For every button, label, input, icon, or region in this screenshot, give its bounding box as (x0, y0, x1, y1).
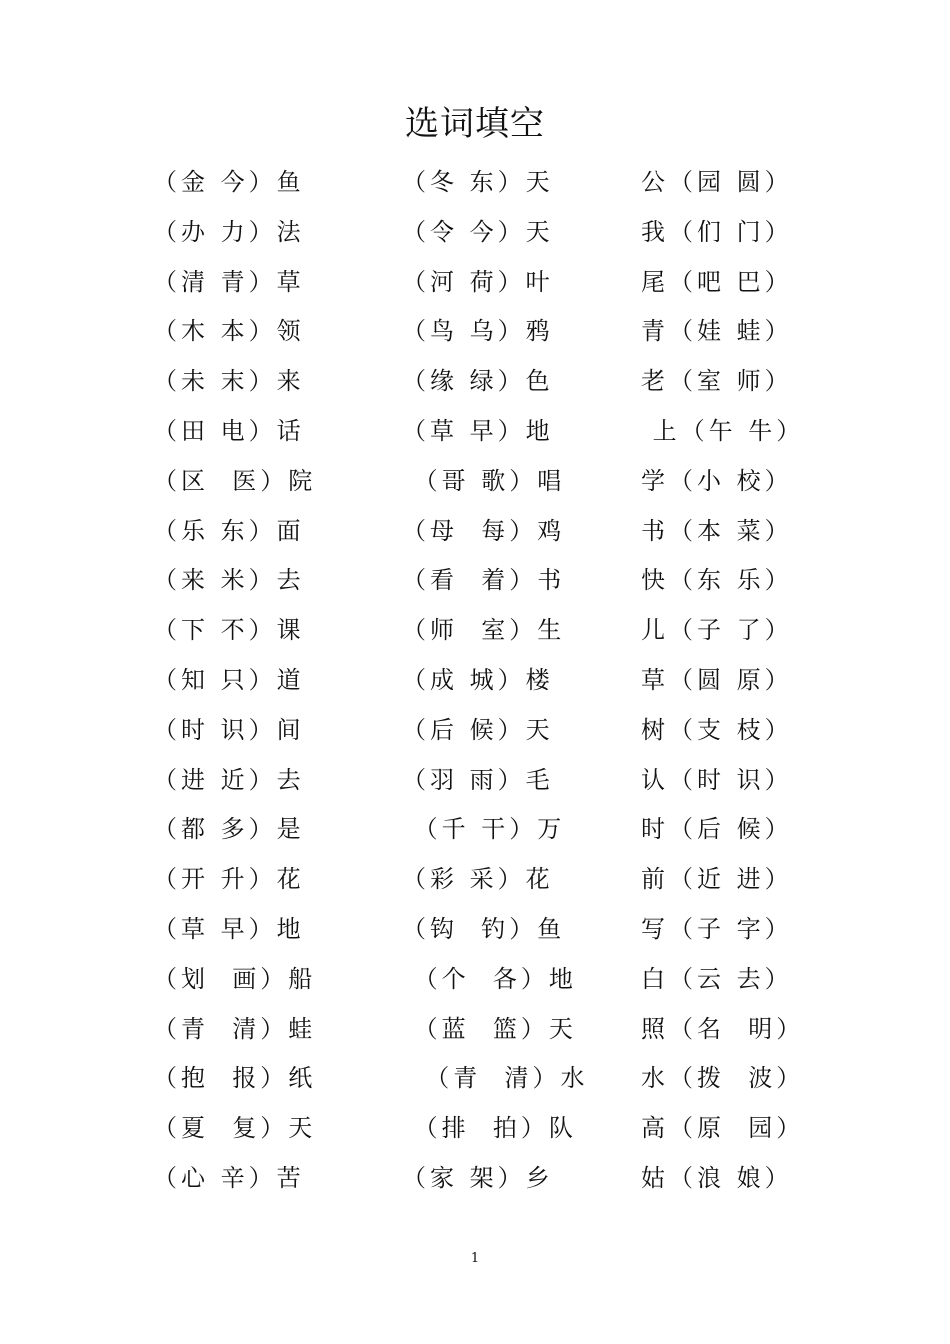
exercise-row (0, 458, 950, 508)
exercise-row (0, 408, 950, 458)
exercise-row (0, 259, 950, 309)
exercise-item: （青 清）水 (402, 1064, 589, 1093)
exercise-item: 前（近 进） (641, 865, 793, 894)
exercise-item: 白（云 去） (641, 964, 793, 993)
exercise-item: （草 早）地 (153, 914, 305, 943)
exercise-item: （看 着）书 (402, 566, 566, 595)
exercise-item: 写（子 字） (641, 914, 793, 943)
exercise-item: （清 青）草 (153, 267, 305, 296)
exercise-row (0, 508, 950, 558)
page-title: 选词填空 (405, 104, 545, 144)
exercise-item: 照（名 明） (641, 1014, 805, 1043)
exercise-row (0, 657, 950, 707)
exercise-row (0, 159, 950, 209)
exercise-item: 水（拨 波） (641, 1064, 805, 1093)
exercise-row (0, 906, 950, 956)
exercise-item: （夏 复）天 (153, 1114, 317, 1143)
exercise-row (0, 707, 950, 757)
exercise-item: （冬 东）天 (402, 168, 554, 196)
exercise-row (0, 607, 950, 657)
exercise-item: （抱 报）纸 (153, 1064, 317, 1093)
exercise-item: （未 末）来 (153, 367, 305, 396)
exercise-item: （木 本）领 (153, 317, 305, 346)
exercise-item: （下 不）课 (153, 616, 305, 645)
exercise-row (0, 1155, 950, 1205)
exercise-item: （缘 绿）色 (402, 367, 554, 396)
exercise-item: （哥 歌）唱 (402, 466, 566, 495)
exercise-item: （时 识）间 (153, 715, 305, 744)
exercise-item: 老（室 师） (641, 367, 793, 396)
exercise-row (0, 557, 950, 607)
exercise-row (0, 1006, 950, 1056)
exercise-row (0, 209, 950, 259)
exercise-item: （母 每）鸡 (402, 516, 566, 545)
exercise-item: （河 荷）叶 (402, 267, 554, 296)
exercise-item: （鸟 乌）鸦 (402, 317, 554, 346)
exercise-item: 公（园 圆） (641, 168, 793, 196)
exercise-item: 上（午 牛） (641, 416, 805, 445)
exercise-item: （家 架）乡 (402, 1163, 554, 1192)
exercise-row (0, 1105, 950, 1155)
exercise-item: （个 各）地 (402, 964, 577, 993)
exercise-item: 认（时 识） (641, 765, 793, 794)
exercise-row (0, 757, 950, 807)
exercise-item: 快（东 乐） (641, 566, 793, 595)
exercise-item: 姑（浪 娘） (641, 1163, 793, 1192)
exercise-item: （划 画）船 (153, 964, 317, 993)
exercise-item: （草 早）地 (402, 416, 554, 445)
exercise-item: （心 辛）苦 (153, 1163, 305, 1192)
exercise-item: （令 今）天 (402, 217, 554, 246)
exercise-item: （钩 钓）鱼 (402, 914, 566, 943)
exercise-item: （知 只）道 (153, 665, 305, 694)
exercise-item: （来 米）去 (153, 566, 305, 595)
exercise-item: （办 力）法 (153, 217, 305, 246)
exercise-item: （千 干）万 (402, 815, 566, 844)
exercise-row (0, 308, 950, 358)
exercise-item: （青 清）蛙 (153, 1014, 317, 1043)
exercise-item: （进 近）去 (153, 765, 305, 794)
exercise-item: （金 今）鱼 (153, 168, 305, 196)
exercise-item: 时（后 候） (641, 815, 793, 844)
exercise-row (0, 956, 950, 1006)
exercise-item: 草（圆 原） (641, 665, 793, 694)
exercise-item: 儿（子 了） (641, 616, 793, 645)
exercise-item: 青（娃 蛙） (641, 317, 793, 346)
exercise-item: （成 城）楼 (402, 665, 554, 694)
exercise-item: （师 室）生 (402, 616, 566, 645)
exercise-row (0, 806, 950, 856)
exercise-item: （排 拍）队 (402, 1114, 577, 1143)
exercise-row (0, 358, 950, 408)
exercise-item: 我（们 门） (641, 217, 793, 246)
word-choice-grid (0, 159, 950, 1205)
exercise-row (0, 1055, 950, 1105)
exercise-item: 书（本 菜） (641, 516, 793, 545)
exercise-item: （彩 采）花 (402, 865, 554, 894)
exercise-row (0, 856, 950, 906)
exercise-item: 树（支 枝） (641, 715, 793, 744)
page-number: 1 (470, 1251, 480, 1266)
exercise-item: （区 医）院 (153, 466, 317, 495)
exercise-item: 学（小 校） (641, 466, 793, 495)
exercise-item: （都 多）是 (153, 815, 305, 844)
exercise-item: （羽 雨）毛 (402, 765, 554, 794)
exercise-item: （后 候）天 (402, 715, 554, 744)
exercise-item: （乐 东）面 (153, 516, 305, 545)
exercise-item: （蓝 篮）天 (402, 1014, 577, 1043)
exercise-item: （田 电）话 (153, 416, 305, 445)
exercise-item: 高（原 园） (641, 1114, 805, 1143)
exercise-item: 尾（吧 巴） (641, 267, 793, 296)
exercise-item: （开 升）花 (153, 865, 305, 894)
